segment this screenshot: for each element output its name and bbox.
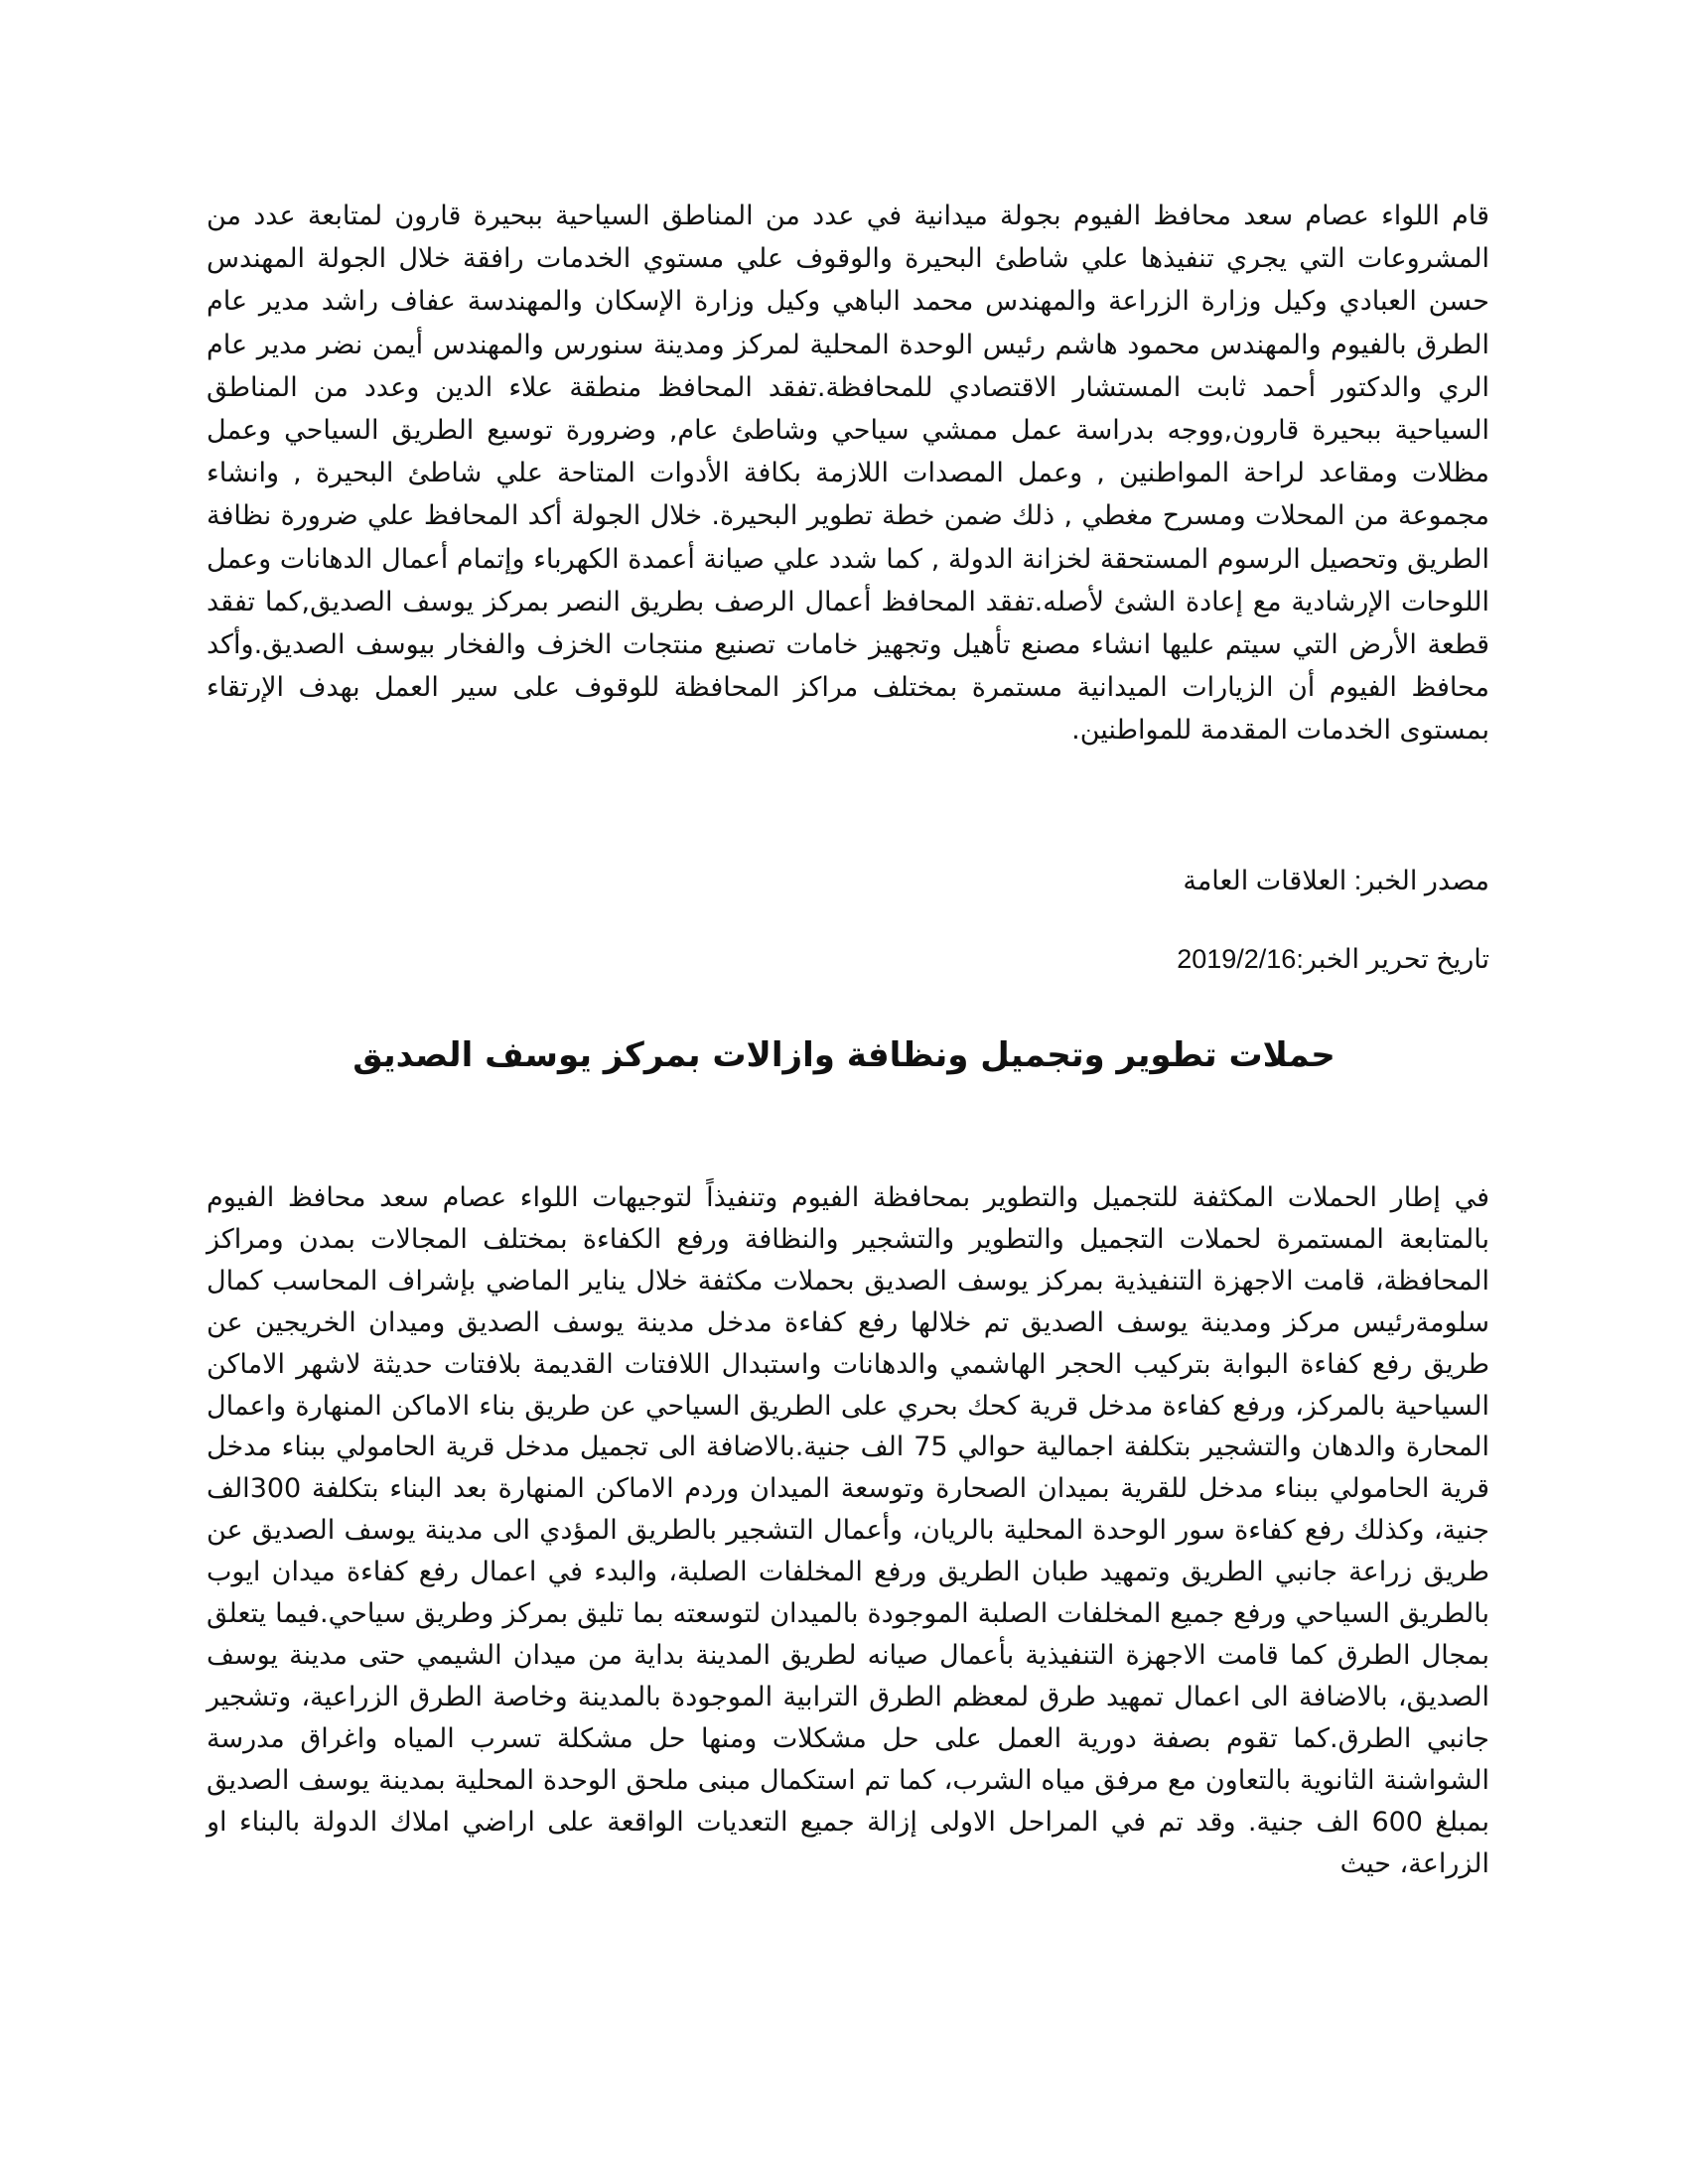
article2-body: في إطار الحملات المكثفة للتجميل والتطوير بمحافظة الفيوم وتنفيذاً لتوجيهات اللواء عصام سعد محافظ الفيوم بالمتابعة المستمرة لحملات التجميل والتطوير والتشجير والنظافة ورفع الكفاءة بمختلف المجالات بمدن ومراكز المحافظة، قامت الاجهزة التنفيذية بمركز يوسف الصديق بحملات مكثفة خلال يناير الماضي بإشراف المحاسب كمال سلومةرئيس مركز ومدينة يوسف الصديق تم خلالها رفع كفاءة مدخل مدينة يوسف الصديق وميدان الخريجين عن طريق رفع كفاءة البوابة بتركيب الحجر الهاشمي والدهانات واستبدال اللافتات القديمة بلافتات حديثة لاشهر الاماكن السياحية بالمركز، ورفع كفاءة مدخل قرية كحك بحري على الطريق السياحي عن طريق بناء الاماكن المنهارة واعمال المحارة والدهان والتشجير بتكلفة اجمالية حوالي 75 الف جنية.بالاضافة الى تجميل مدخل قرية الحامولي ببناء مدخل قرية الحامولي ببناء مدخل للقرية بميدان الصحارة وتوسعة الميدان وردم الاماكن المنهارة بعد البناء بتكلفة 300الف جنية، وكذلك رفع كفاءة سور الوحدة المحلية بالريان، وأعمال التشجير بالطريق المؤدي الى مدينة يوسف الصديق عن طريق زراعة جانبي الطريق وتمهيد طبان الطريق ورفع المخلفات الصلبة، والبدء في اعمال رفع كفاءة ميدان ايوب بالطريق السياحي ورفع جميع المخلفات الصلبة الموجودة بالميدان لتوسعته بما تليق بمركز وطريق سياحي.فيما يتعلق بمجال الطرق كما قامت الاجهزة التنفيذية بأعمال صيانه لطريق المدينة بداية من ميدان الشيمي حتى مدينة يوسف الصديق، بالاضافة الى اعمال تمهيد طرق لمعظم الطرق الترابية الموجودة بالمدينة وخاصة الطرق الزراعية، وتشجير جانبي الطرق.كما تقوم بصفة دورية العمل على حل مشكلات ومنها حل مشكلة تسرب المياه واغراق مدرسة الشواشنة الثانوية بالتعاون مع مرفق مياه الشرب، كما تم استكمال مبنى ملحق الوحدة المحلية بمدينة يوسف الصديق بمبلغ 600 الف جنية. وقد تم في المراحل الاولى إزالة جميع التعديات الواقعة على اراضي املاك الدولة بالبناء او الزراعة، حيث	[207, 1182, 1489, 1879]
article2-title: حملات تطوير وتجميل ونظافة وازالات بمركز يوسف الصديق	[352, 1035, 1336, 1075]
news-source-line: مصدر الخبر: العلاقات العامة	[1183, 866, 1489, 895]
news-date-label: تاريخ تحرير الخبر:	[1296, 944, 1489, 974]
news-date-value: 2019/2/16	[1177, 944, 1297, 974]
news-date-line	[1177, 942, 1489, 976]
article1-body: قام اللواء عصام سعد محافظ الفيوم بجولة ميدانية في عدد من المناطق السياحية ببحيرة قارون لمتابعة عدد من المشروعات التي يجري تنفيذها علي شاطئ البحيرة والوقوف علي مستوي الخدمات رافقة خلال الجولة المهندس حسن العبادي وكيل وزارة الزراعة والمهندس محمد الباهي وكيل وزارة الإسكان والمهندسة عفاف راشد مدير عام الطرق بالفيوم والمهندس محمود هاشم رئيس الوحدة المحلية لمركز ومدينة سنورس والمهندس أيمن نضر مدير عام الري والدكتور أحمد ثابت المستشار الاقتصادي للمحافظة.تفقد المحافظ منطقة علاء الدين وعدد من المناطق السياحية ببحيرة قارون,ووجه بدراسة عمل ممشي سياحي وشاطئ عام, وضرورة توسيع الطريق السياحي وعمل مظلات ومقاعد لراحة المواطنين , وعمل المصدات اللازمة بكافة الأدوات المتاحة علي شاطئ البحيرة , وانشاء مجموعة من المحلات ومسرح مغطي , ذلك ضمن خطة تطوير البحيرة. خلال الجولة أكد المحافظ علي ضرورة نظافة الطريق وتحصيل الرسوم المستحقة لخزانة الدولة , كما شدد علي صيانة أعمدة الكهرباء وإتمام أعمال الدهانات وعمل اللوحات الإرشادية مع إعادة الشئ لأصله.تفقد المحافظ أعمال الرصف بطريق النصر بمركز يوسف الصديق,كما تفقد قطعة الأرض التي سيتم عليها انشاء مصنع تأهيل وتجهيز خامات تصنيع منتجات الخزف والفخار بيوسف الصديق.وأكد محافظ الفيوم أن الزيارات الميدانية مستمرة بمختلف مراكز المحافظة للوقوف على سير العمل بهدف الإرتقاء بمستوى الخدمات المقدمة للمواطنين.	[207, 201, 1489, 747]
